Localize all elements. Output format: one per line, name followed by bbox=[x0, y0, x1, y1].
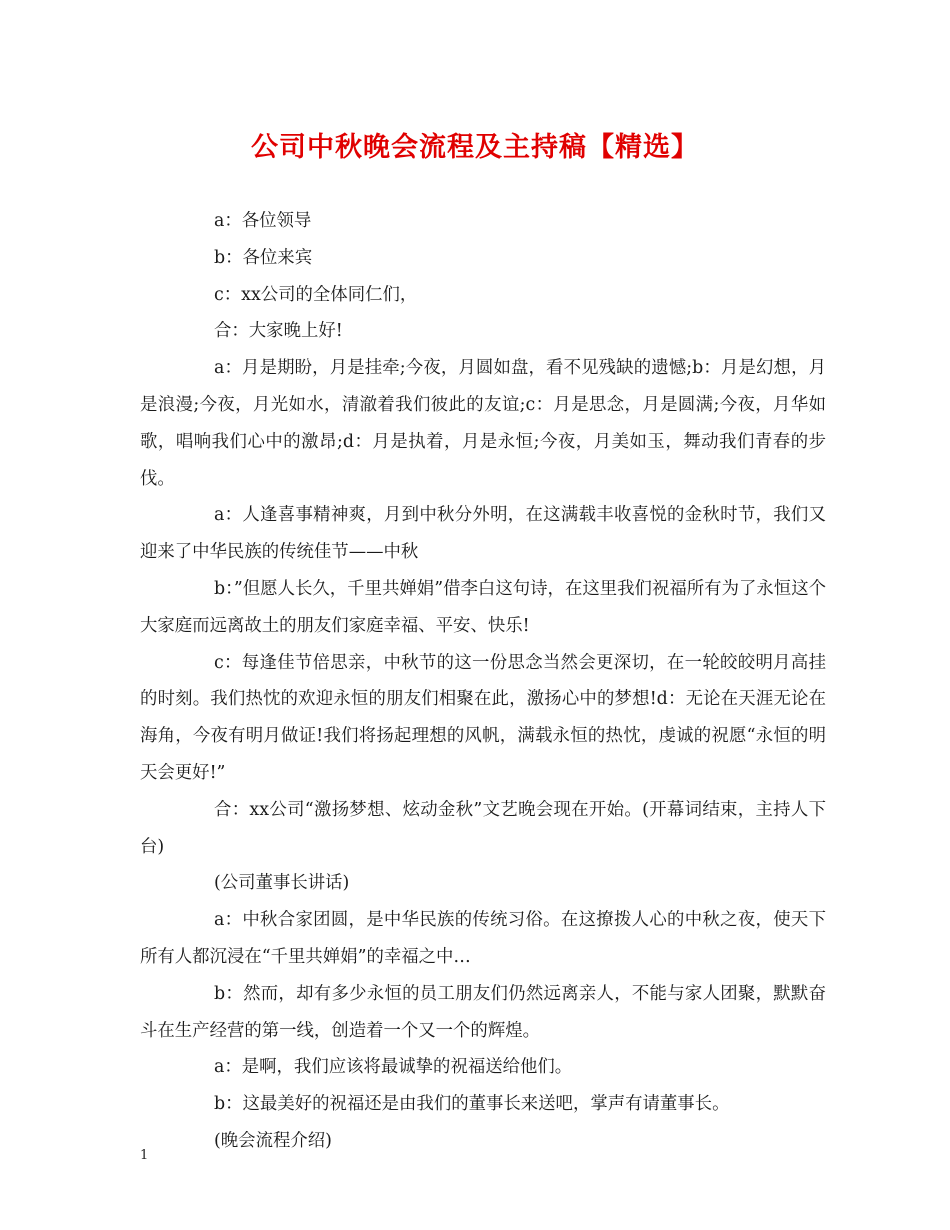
paragraph-4: 合：大家晚上好! bbox=[214, 321, 343, 342]
document-body bbox=[140, 203, 826, 1160]
paragraph-11: a：中秋合家团圆，是中华民族的传统习俗。在这撩拨人心的中秋之夜，使天下所有人都沉浸在“千里共婵娟”的幸福之中… bbox=[140, 910, 826, 967]
paragraph-8: c：每逢佳节倍思亲，中秋节的这一份思念当然会更深切，在一轮皎皎明月高挂的时刻。我们热忱的欢迎永恒的朋友们相聚在此，激扬心中的梦想!d：无论在天涯无论在海角，今夜有明月做证!我们将扬起理想的风帆，满载永恒的热忱，虔诚的祝愿“永恒的明天会更好!” bbox=[140, 652, 826, 783]
page-number: 1 bbox=[140, 1148, 149, 1163]
document-title: 公司中秋晚会流程及主持稿【精选】 bbox=[251, 132, 699, 163]
paragraph-1: a：各位领导 bbox=[214, 211, 312, 231]
paragraph-9: 合：xx公司“激扬梦想、炫动金秋”文艺晚会现在开始。(开幕词结束，主持人下台) bbox=[140, 799, 826, 857]
paragraph-14: b：这最美好的祝福还是由我们的董事长来送吧，掌声有请董事长。 bbox=[214, 1094, 730, 1115]
paragraph-13: a：是啊，我们应该将最诚挚的祝福送给他们。 bbox=[214, 1057, 573, 1078]
paragraph-5: a：月是期盼，月是挂牵;今夜，月圆如盘，看不见残缺的遗憾;b：月是幻想，月是浪漫;今夜，月光如水，清澈着我们彼此的友谊;c：月是思念，月是圆满;今夜，月华如歌，唱响我们心中的激昂;d：月是执着，月是永恒;今夜，月美如玉，舞动我们青春的步伐。 bbox=[140, 358, 826, 489]
paragraph-3: c：xx公司的全体同仁们， bbox=[214, 284, 418, 305]
paragraph-7: b：”但愿人长久，千里共婵娟”借李白这句诗，在这里我们祝福所有为了永恒这个大家庭而远离故土的朋友们家庭幸福、平安、快乐! bbox=[140, 578, 826, 636]
paragraph-2: b：各位来宾 bbox=[214, 247, 313, 268]
paragraph-12: b：然而，却有多少永恒的员工朋友们仍然远离亲人，不能与家人团聚，默默奋斗在生产经营的第一线，创造着一个又一个的辉煌。 bbox=[140, 983, 826, 1041]
paragraph-6: a：人逢喜事精神爽，月到中秋分外明，在这满载丰收喜悦的金秋时节，我们又迎来了中华民族的传统佳节——中秋 bbox=[140, 505, 826, 563]
paragraph-15: (晚会流程介绍) bbox=[214, 1130, 332, 1151]
paragraph-10: (公司董事长讲话) bbox=[214, 873, 350, 894]
